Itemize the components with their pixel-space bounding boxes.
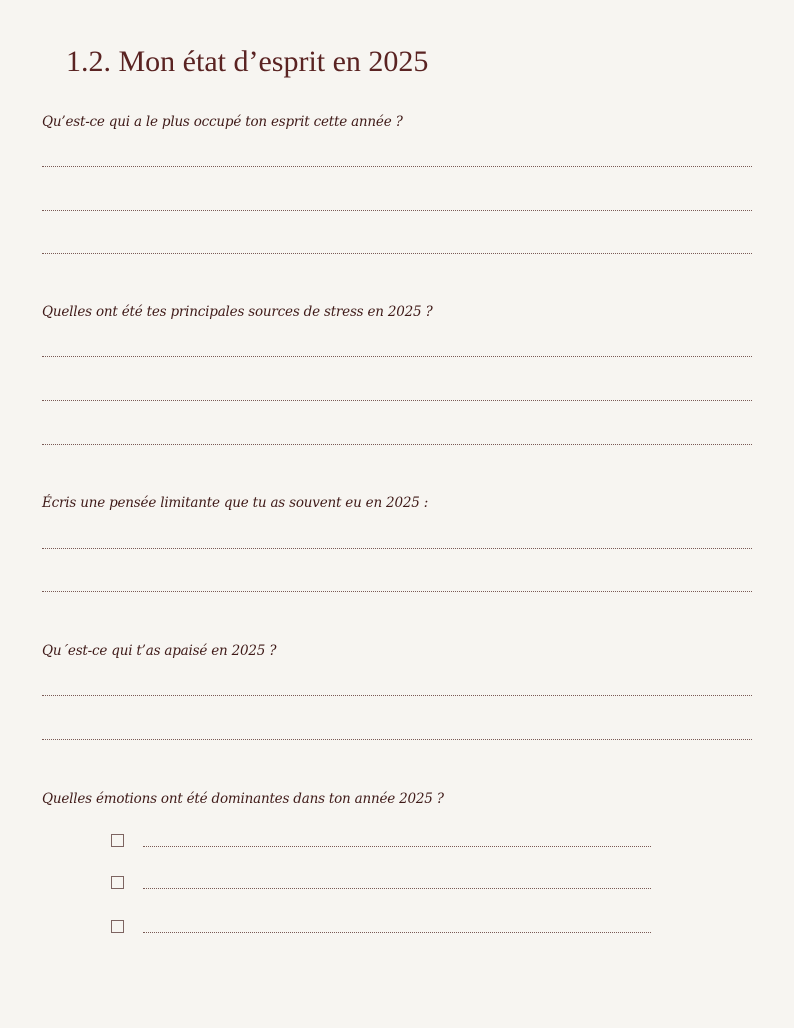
emotion-option-3	[111, 920, 656, 936]
question-1-label: Qu’est-ce qui a le plus occupé ton esprit cette année ?	[42, 114, 403, 130]
emotion-option-2	[111, 876, 656, 892]
answer-line-2-2[interactable]	[42, 400, 752, 401]
answer-line-3-2[interactable]	[42, 591, 752, 592]
question-4-label: Qu´est-ce qui t’as apaisé en 2025 ?	[42, 643, 277, 659]
answer-line-4-1[interactable]	[42, 695, 752, 696]
answer-line-2-1[interactable]	[42, 356, 752, 357]
emotion-checkbox-2[interactable]	[111, 876, 124, 889]
question-5-label: Quelles émotions ont été dominantes dans ton année 2025 ?	[42, 791, 444, 807]
answer-line-4-2[interactable]	[42, 739, 752, 740]
emotion-answer-line-3[interactable]	[143, 932, 651, 933]
answer-line-2-3[interactable]	[42, 444, 752, 445]
emotion-checkbox-1[interactable]	[111, 834, 124, 847]
emotion-answer-line-2[interactable]	[143, 888, 651, 889]
question-3-label: Écris une pensée limitante que tu as souvent eu en 2025 :	[42, 495, 429, 511]
answer-line-1-3[interactable]	[42, 253, 752, 254]
answer-line-3-1[interactable]	[42, 548, 752, 549]
page-title: 1.2. Mon état d’esprit en 2025	[66, 45, 429, 78]
emotion-option-1	[111, 834, 656, 850]
emotion-checkbox-3[interactable]	[111, 920, 124, 933]
emotion-answer-line-1[interactable]	[143, 846, 651, 847]
answer-line-1-2[interactable]	[42, 210, 752, 211]
question-2-label: Quelles ont été tes principales sources de stress en 2025 ?	[42, 304, 433, 320]
answer-line-1-1[interactable]	[42, 166, 752, 167]
